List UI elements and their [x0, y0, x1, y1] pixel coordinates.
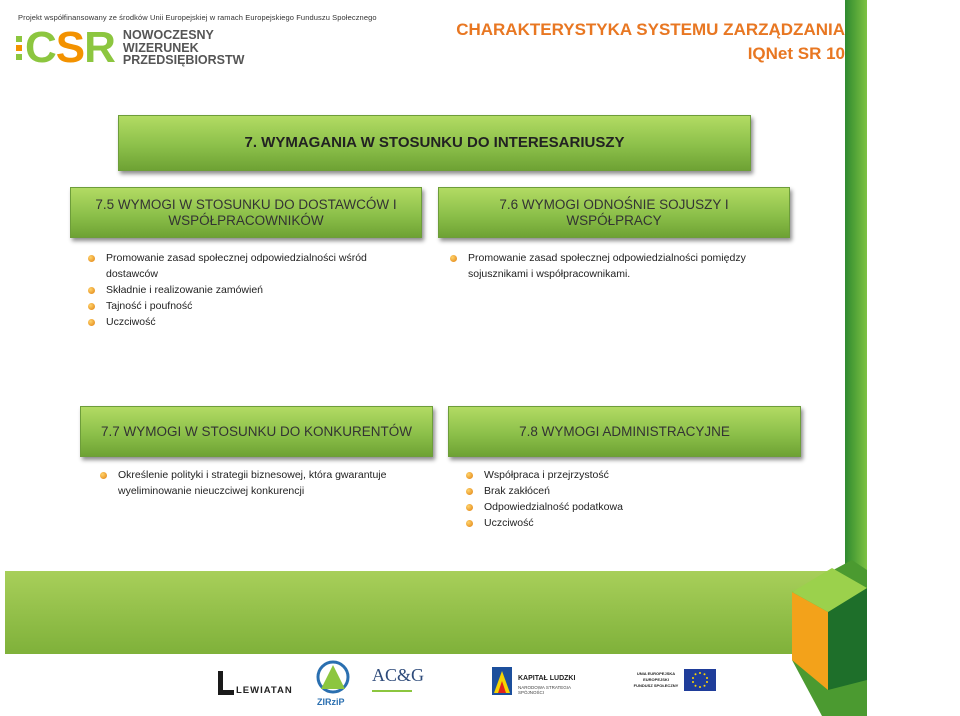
logo-mark: CSR — [25, 23, 115, 72]
eu-text — [632, 671, 680, 689]
csr-logo — [16, 23, 245, 72]
list-item-text: Określenie polityki i strategii biznesowej, która gwarantuje wyeliminowanie nieuczciwej konkurencji — [118, 469, 387, 497]
section-list-7-8 — [462, 467, 762, 531]
bottom-green-band — [5, 571, 865, 654]
kapital-ludzki-mark-icon — [490, 665, 514, 697]
list-item — [84, 298, 414, 314]
bullet-icon — [466, 520, 473, 527]
bullet-icon — [466, 504, 473, 511]
list-item-text: Składnie i realizowanie zamówień — [106, 284, 263, 296]
list-item-text: Uczciwość — [484, 517, 534, 529]
section-list-7-7 — [96, 467, 426, 499]
list-item-text: Odpowiedzialność podatkowa — [484, 501, 623, 513]
section-list-7-5 — [84, 250, 414, 330]
eu-text-line: FUNDUSZ SPOŁECZNY — [633, 683, 679, 688]
bullet-icon — [88, 287, 95, 294]
kapital-ludzki-logo — [490, 665, 590, 707]
zirzip-text: ZIRziP — [317, 697, 345, 707]
lewiatan-mark-icon — [216, 669, 236, 697]
main-requirements-label: 7. WYMAGANIA W STOSUNKU DO INTERESARIUSZY — [244, 134, 625, 151]
bullet-icon — [466, 488, 473, 495]
bullet-icon — [88, 255, 95, 262]
list-item — [462, 515, 762, 531]
eu-flag-icon — [684, 669, 716, 691]
kapital-ludzki-text: KAPITAŁ LUDZKI — [518, 675, 576, 682]
list-item-text: Promowanie zasad społecznej odpowiedzialności pomiędzy sojusznikami i współpracownikami. — [468, 252, 746, 280]
bullet-icon — [466, 472, 473, 479]
sponsor-logos — [0, 655, 860, 716]
section-list-7-6 — [446, 250, 746, 282]
project-funding-line: Projekt współfinansowany ze środków Unii Europejskiej w ramach Europejskiego Funduszu Społecznego — [18, 13, 377, 22]
section-heading: 7.5 WYMOGI W STOSUNKU DO DOSTAWCÓW I WSPÓŁPRACOWNIKÓW — [95, 196, 397, 228]
page-subtitle: IQNet SR 10 — [747, 44, 845, 63]
list-item — [446, 250, 746, 282]
acg-logo — [372, 665, 432, 705]
list-item — [84, 250, 414, 282]
list-item-text: Współpraca i przejrzystość — [484, 469, 609, 481]
section-box-7-8 — [448, 406, 801, 457]
list-item-text: Tajność i poufność — [106, 300, 193, 312]
bullet-icon — [100, 472, 107, 479]
section-heading: 7.6 WYMOGI ODNOŚNIE SOJUSZY I WSPÓŁPRACY — [499, 196, 729, 228]
logo-subtitle — [123, 29, 245, 67]
main-requirements-box — [118, 115, 751, 171]
list-item — [462, 467, 762, 483]
zirzip-mark-icon — [311, 659, 355, 699]
list-item — [84, 314, 414, 330]
section-box-7-7 — [80, 406, 433, 457]
section-heading: 7.7 WYMOGI W STOSUNKU DO KONKURENTÓW — [100, 423, 413, 439]
zirzip-logo — [311, 659, 355, 711]
kapital-ludzki-subtext: NARODOWA STRATEGIA SPÓJNOŚCI — [518, 685, 571, 695]
acg-text: AC&G — [372, 665, 425, 685]
list-item — [84, 282, 414, 298]
eu-text-line: EUROPEJSKI — [643, 677, 669, 682]
list-item-text: Brak zakłóceń — [484, 485, 550, 497]
acg-underline — [372, 690, 412, 692]
list-item-text: Uczciwość — [106, 316, 156, 328]
logo-subtitle-line: WIZERUNEK — [122, 40, 199, 55]
list-item-text: Promowanie zasad społecznej odpowiedzialności wśród dostawców — [106, 252, 367, 280]
bullet-icon — [88, 319, 95, 326]
list-item — [462, 483, 762, 499]
logo-subtitle-line: NOWOCZESNY — [122, 28, 214, 43]
eu-text-line: UNIA EUROPEJSKA — [636, 671, 676, 676]
section-box-7-5 — [70, 187, 422, 238]
lewiatan-logo — [216, 669, 294, 697]
section-box-7-6 — [438, 187, 790, 238]
page-title: CHARAKTERYSTYKA SYSTEMU ZARZĄDZANIA — [456, 20, 845, 39]
logo-dots-icon — [16, 36, 22, 60]
lewiatan-text: LEWIATAN — [236, 685, 293, 696]
list-item — [462, 499, 762, 515]
bullet-icon — [450, 255, 457, 262]
logo-subtitle-line: PRZEDSIĘBIORSTW — [122, 53, 245, 68]
list-item — [96, 467, 426, 499]
eu-logo — [632, 667, 716, 697]
bullet-icon — [88, 303, 95, 310]
section-heading: 7.8 WYMOGI ADMINISTRACYJNE — [519, 423, 730, 439]
